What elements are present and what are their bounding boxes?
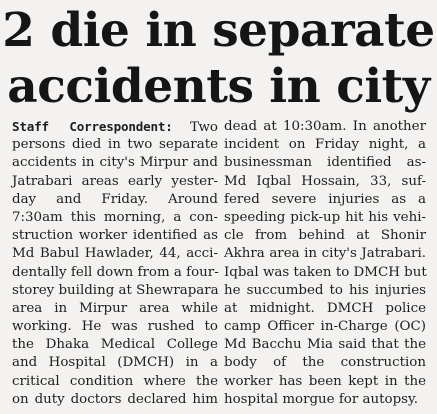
text-line: on duty doctors declared him xyxy=(12,391,218,407)
text-line: Iqbal was taken to DMCH but xyxy=(224,264,427,280)
text-line xyxy=(12,118,218,136)
article-column-left xyxy=(12,118,218,409)
text-line: speeding pick-up hit his vehi- xyxy=(224,209,426,225)
text-line: persons died in two separate xyxy=(12,137,218,153)
text-line: working. He was rushed to xyxy=(12,319,218,335)
text-line: he succumbed to his injuries xyxy=(224,282,426,298)
text-line: incident on Friday night, a xyxy=(224,137,426,153)
text-line: Md Iqbal Hossain, 33, suf- xyxy=(224,173,426,189)
text-line: Jatrabari areas early yester- xyxy=(12,173,218,189)
text-line: 7:30am this morning, a con- xyxy=(12,209,218,225)
text-line: Md Bacchu Mia said that the xyxy=(224,337,426,353)
headline-line-1: 2 die in separate xyxy=(2,3,435,58)
text-line: Akhra area in city's Jatrabari. xyxy=(224,246,426,262)
text-line: body of the construction xyxy=(224,355,426,371)
text-line-fragment: Two xyxy=(190,120,218,135)
text-line: and Hospital (DMCH) in a xyxy=(12,355,218,371)
text-line: Md Babul Hawlader, 44, acci- xyxy=(12,246,218,262)
text-line: worker has been kept in the xyxy=(224,373,426,389)
text-line: fered severe injuries as a xyxy=(224,191,426,207)
text-line: camp Officer in-Charge (OC) xyxy=(224,319,426,335)
text-line: storey building at Shewrapara xyxy=(12,282,219,298)
text-line: businessman identified as- xyxy=(224,155,426,171)
headline-line-2: accidents in city xyxy=(7,59,430,114)
text-line: cle from behind at Shonir xyxy=(224,228,426,244)
text-line: the Dhaka Medical College xyxy=(12,337,218,353)
article-column-right xyxy=(224,118,426,409)
text-line: dentally fell down from a four- xyxy=(12,264,219,280)
text-line: critical condition where the xyxy=(12,373,218,389)
text-line: dead at 10:30am. In another xyxy=(224,119,426,134)
text-line: area in Mirpur area while xyxy=(12,300,218,316)
text-line: hospital morgue for autopsy. xyxy=(224,391,419,407)
text-line: accidents in city's Mirpur and xyxy=(12,155,218,171)
text-line: at midnight. DMCH police xyxy=(224,300,426,316)
byline: Staff Correspondent: xyxy=(12,119,173,134)
text-line: day and Friday. Around xyxy=(12,191,218,207)
text-line: struction worker identified as xyxy=(12,228,218,244)
